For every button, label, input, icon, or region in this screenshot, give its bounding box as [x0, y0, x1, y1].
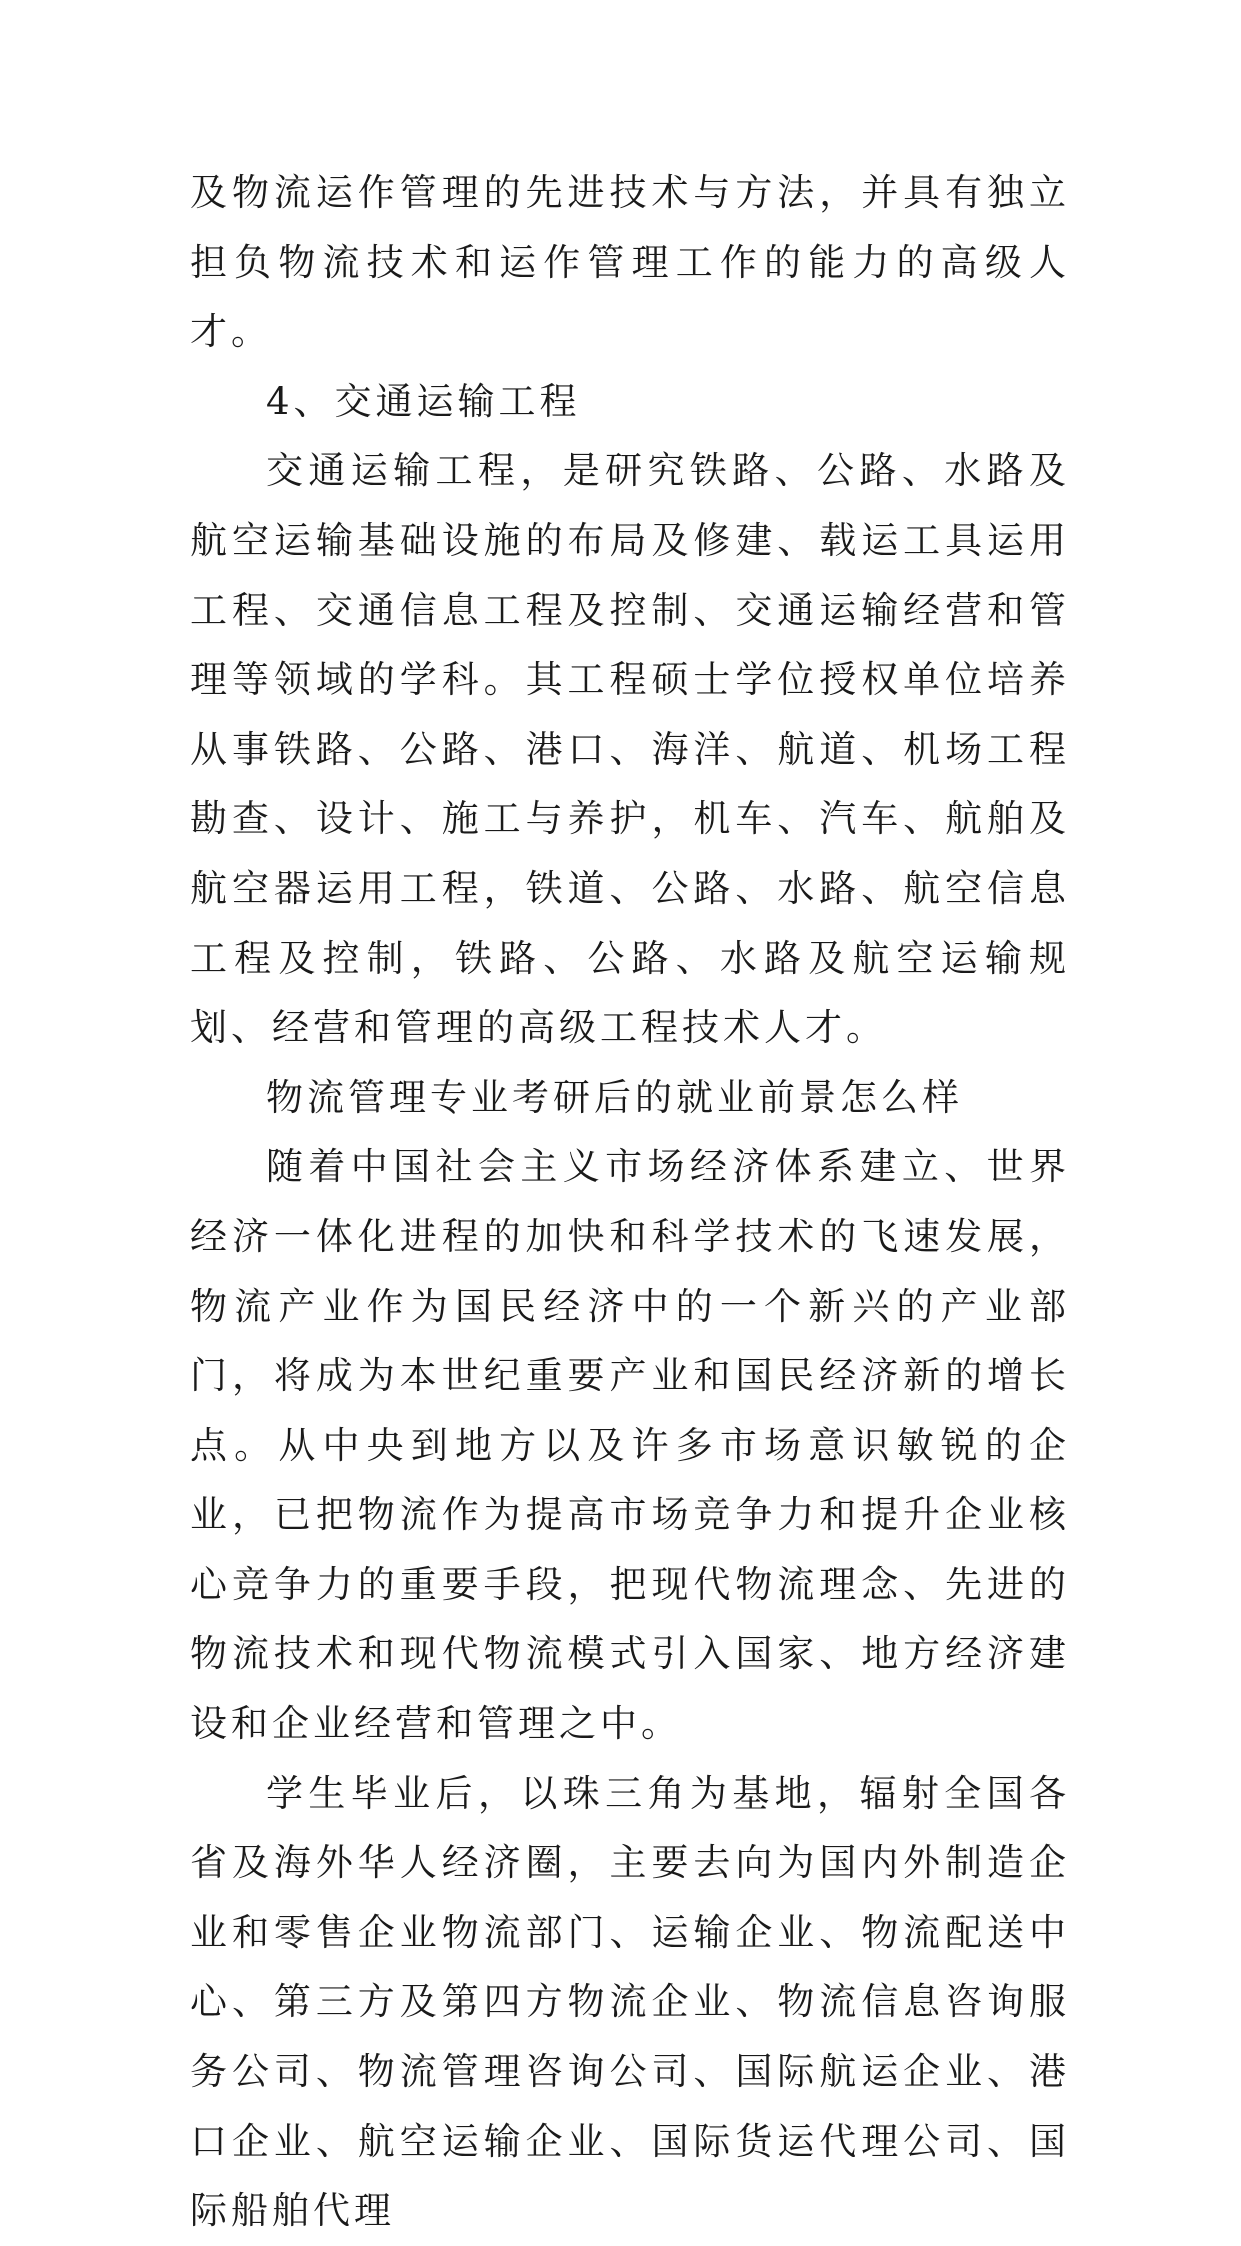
paragraph-graduate-destinations: 学生毕业后，以珠三角为基地，辐射全国各省及海外华人经济圈，主要去向为国内外制造企业和零售企业物流部门、运输企业、物流配送中心、第三方及第四方物流企业、物流信息咨询服务公司、物流管理咨询公司、国际航运企业、港口企业、航空运输企业、国际货运代理公司、国际船舶代理: [190, 1771, 1070, 2233]
section-heading-transport-engineering: 4、交通运输工程: [266, 379, 581, 423]
paragraph-transport-engineering: 交通运输工程，是研究铁路、公路、水路及航空运输基础设施的布局及修建、载运工具运用工程、交通信息工程及控制、交通运输经营和管理等领域的学科。其工程硕士学位授权单位培养从事铁路、公路、港口、海洋、航道、机场工程勘查、设计、施工与养护，机车、汽车、航舶及航空器运用工程，铁道、公路、水路、航空信息工程及控制，铁路、公路、水路及航空运输规划、经营和管理的高级工程技术人才。: [190, 449, 1070, 1050]
document-body: [190, 158, 1070, 2246]
section-heading-employment-prospects: 物流管理专业考研后的就业前景怎么样: [266, 1075, 963, 1119]
paragraph-logistics-industry: 随着中国社会主义市场经济体系建立、世界经济一体化进程的加快和科学技术的飞速发展，物流产业作为国民经济中的一个新兴的产业部门，将成为本世纪重要产业和国民经济新的增长点。从中央到地方以及许多市场意识敏锐的企业，已把物流作为提高市场竞争力和提升企业核心竞争力的重要手段，把现代物流理念、先进的物流技术和现代物流模式引入国家、地方经济建设和企业经营和管理之中。: [190, 1145, 1070, 1746]
paragraph-continuation: 及物流运作管理的先进技术与方法，并具有独立担负物流技术和运作管理工作的能力的高级人才。: [190, 171, 1070, 354]
